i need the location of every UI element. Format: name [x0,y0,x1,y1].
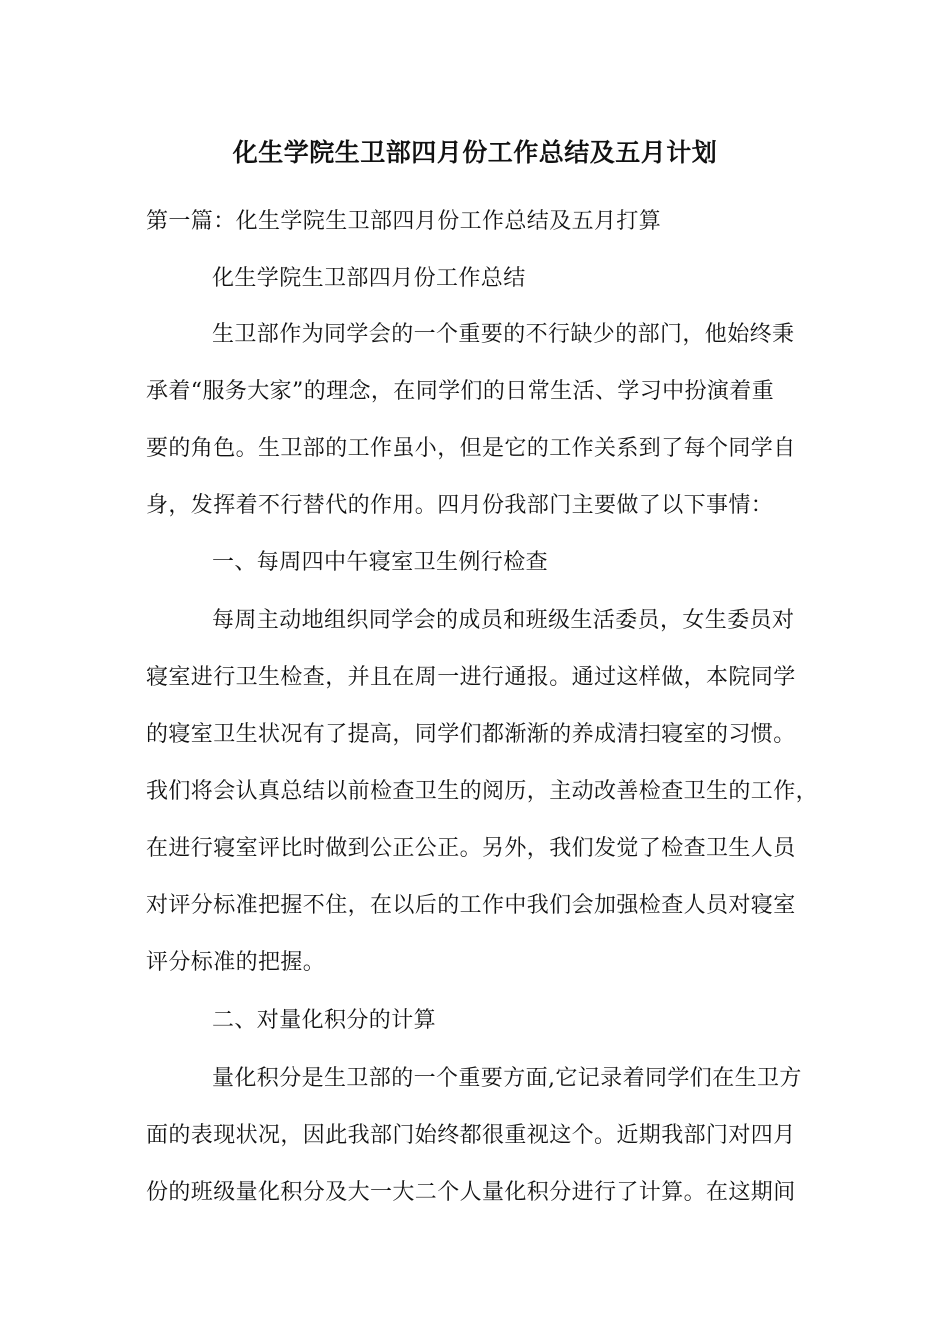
paragraph-line: 生卫部作为同学会的一个重要的不行缺少的部门，他始终秉 [212,322,795,347]
paragraph-line: 承着“服务大家”的理念，在同学们的日常生活、学习中扮演着重 [146,379,775,404]
paragraph-line: 的寝室卫生状况有了提高，同学们都渐渐的养成清扫寝室的习惯。 [146,722,796,747]
subtitle-line: 第一篇：化生学院生卫部四月份工作总结及五月打算 [146,209,662,234]
document-title: 化生学院生卫部四月份工作总结及五月计划 [232,138,718,167]
paragraph-line: 每周主动地组织同学会的成员和班级生活委员，女生委员对 [212,608,795,633]
paragraph-line: 量化积分是生卫部的一个重要方面,它记录着同学们在生卫方 [212,1066,802,1091]
item-heading: 二、对量化积分的计算 [212,1008,437,1033]
paragraph-line: 对评分标准把握不住，在以后的工作中我们会加强检查人员对寝室 [146,893,796,918]
paragraph-line: 评分标准的把握。 [146,950,326,975]
paragraph-line: 我们将会认真总结以前检查卫生的阅历，主动改善检查卫生的工作， [146,779,819,804]
paragraph-line: 身，发挥着不行替代的作用。四月份我部门主要做了以下事情： [146,493,774,518]
paragraph-line: 寝室进行卫生检查，并且在周一进行通报。通过这样做，本院同学 [146,665,796,690]
paragraph-line: 份的班级量化积分及大一大二个人量化积分进行了计算。在这期间 [146,1180,796,1205]
paragraph-line: 面的表现状况，因此我部门始终都很重视这个。近期我部门对四月 [146,1123,796,1148]
paragraph-line: 要的角色。生卫部的工作虽小，但是它的工作关系到了每个同学自 [146,436,796,461]
item-heading: 一、每周四中午寝室卫生例行检查 [212,550,549,575]
section-heading: 化生学院生卫部四月份工作总结 [212,266,526,291]
paragraph-line: 在进行寝室评比时做到公正公正。另外，我们发觉了检查卫生人员 [146,836,796,861]
